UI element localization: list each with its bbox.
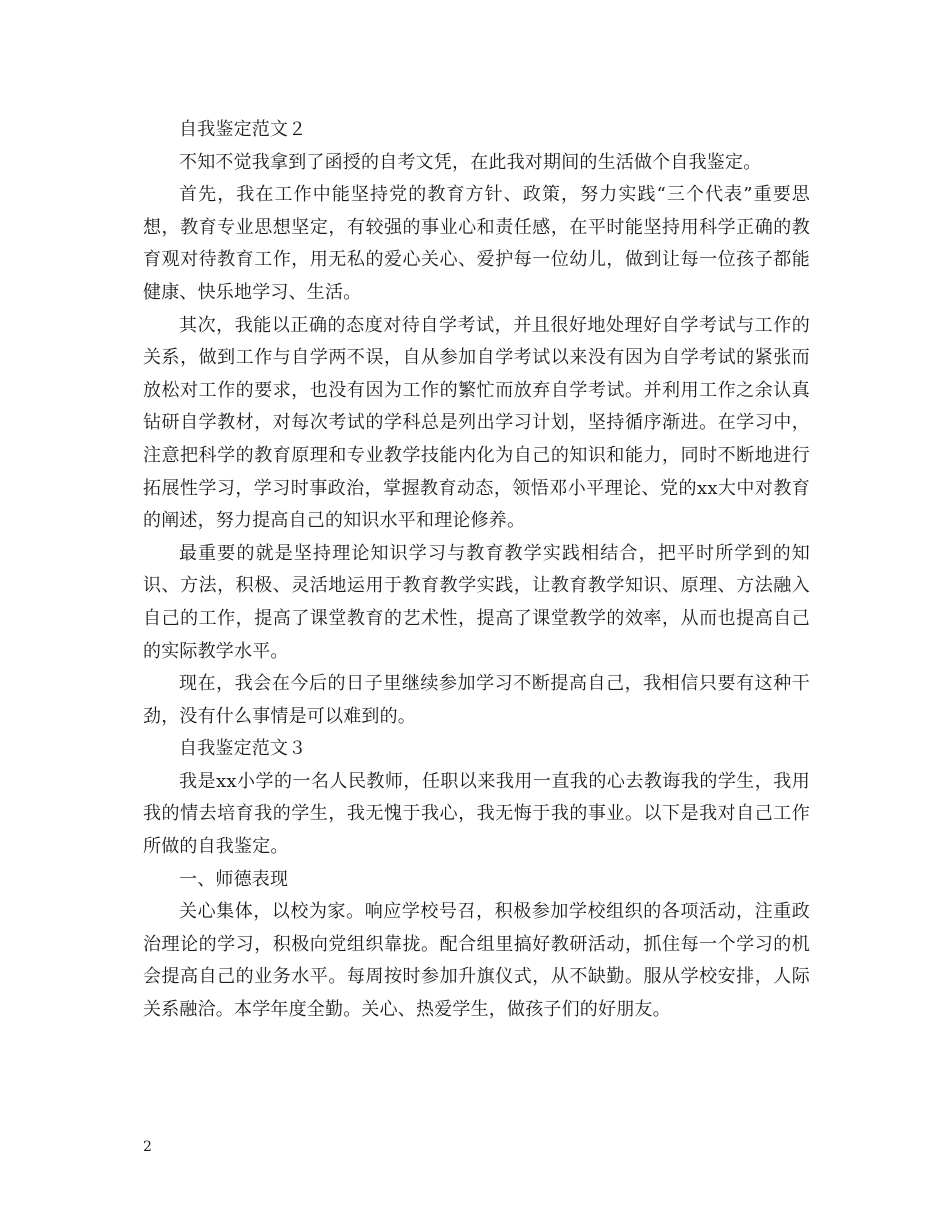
section-heading-2: 自我鉴定范文２ [179,119,307,140]
paragraph-intro: 不知不觉我拿到了函授的自考文凭，在此我对期间的生活做个自我鉴定。 [179,151,762,173]
paragraph-most-important: 最重要的就是坚持理论知识学习与教育教学实践相结合，把平时所学到的知识、方法，积极、灵活地运用于教育教学实践，让教育教学知识、原理、方法融入自己的工作，提高了课堂教育的艺术性，提高了课堂教学的效率，从而也提高自己的实际教学水平。 [143,542,810,662]
subheading-ethics: 一、师德表现 [179,868,289,890]
paragraph-now: 现在，我会在今后的日子里继续参加学习不断提高自己，我相信只要有这种干劲，没有什么事情是可以难到的。 [143,673,810,727]
paragraph-teacher-intro: 我是xx小学的一名人民教师，任职以来我用一直我的心去教诲我的学生，我用我的情去培育我的学生，我无愧于我心，我无悔于我的事业。以下是我对自己工作所做的自我鉴定。 [143,770,810,858]
document-page [143,114,810,1027]
paragraph-second: 其次，我能以正确的态度对待自学考试，并且很好地处理好自学考试与工作的关系，做到工作与自学两不误，自从参加自学考试以来没有因为自学考试的紧张而放松对工作的要求，也没有因为工作的繁忙而放弃自学考试。并利用工作之余认真钻研自学教材，对每次考试的学科总是列出学习计划，坚持循序渐进。在学习中，注意把科学的教育原理和专业教学技能内化为自己的知识和能力，同时不断地进行拓展性学习，学习时事政治，掌握教育动态，领悟邓小平理论、党的xx大中对教育的阐述，努力提高自己的知识水平和理论修养。 [143,314,810,532]
paragraph-ethics: 关心集体，以校为家。响应学校号召，积极参加学校组织的各项活动，注重政治理论的学习，积极向党组织靠拢。配合组里搞好教研活动，抓住每一个学习的机会提高自己的业务水平。每周按时参加升旗仪式，从不缺勤。服从学校安排，人际关系融洽。本学年度全勤。关心、热爱学生，做孩子们的好朋友。 [143,901,810,1021]
page-number: 2 [143,1139,152,1155]
section-heading-3: 自我鉴定范文３ [179,738,307,760]
paragraph-first: 首先，我在工作中能坚持党的教育方针、政策，努力实践“三个代表”重要思想，教育专业思想坚定，有较强的事业心和责任感，在平时能坚持用科学正确的教育观对待教育工作，用无私的爱心关心、爱护每一位幼儿，做到让每一位孩子都能健康、快乐地学习、生活。 [143,184,810,303]
